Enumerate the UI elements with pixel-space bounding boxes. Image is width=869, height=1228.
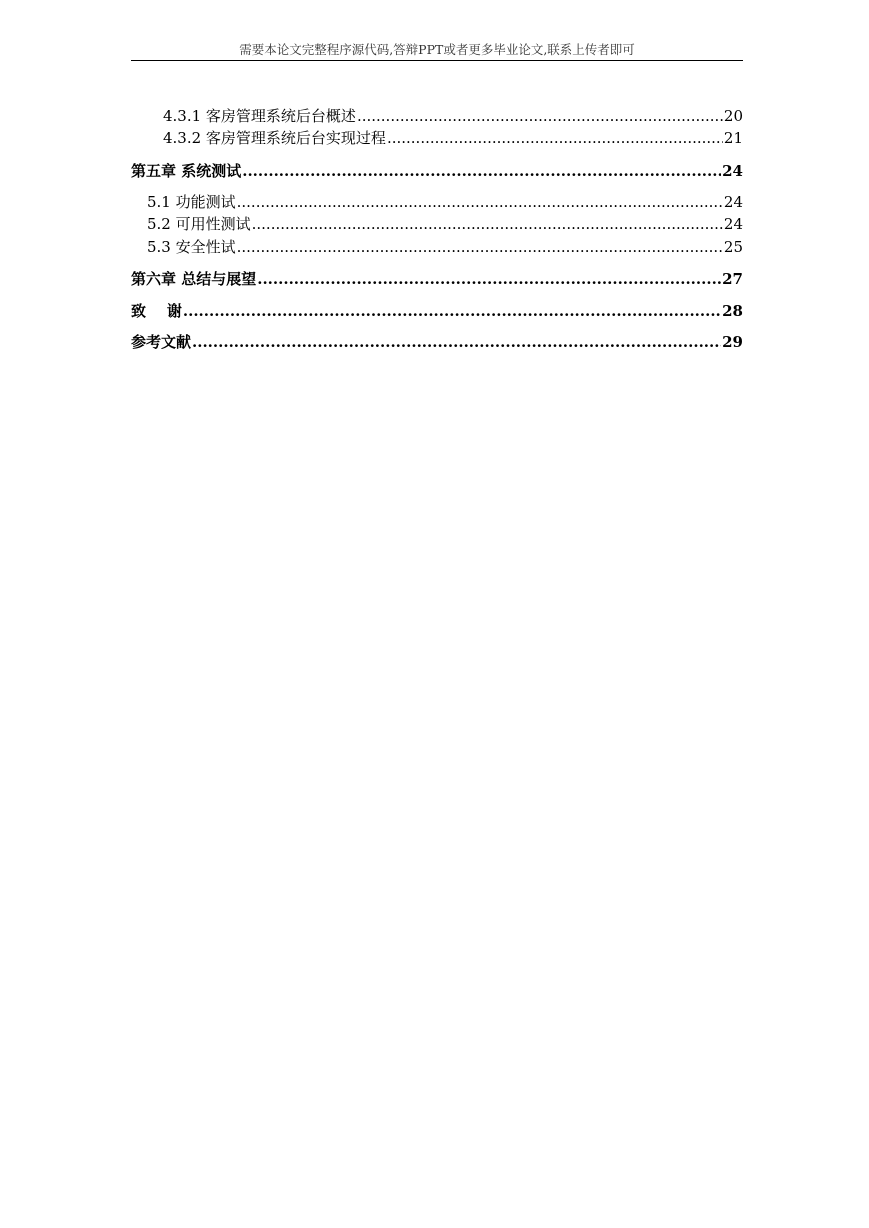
- toc-entry-chapter-6[interactable]: [131, 268, 743, 290]
- header-rule: [131, 60, 743, 61]
- toc-entry-title: 第五章 系统测试: [131, 162, 242, 180]
- toc-entry-4-3-1[interactable]: [131, 105, 743, 127]
- toc-dot-leader: [237, 191, 723, 213]
- toc-dot-leader: [183, 300, 721, 322]
- toc-entry-title: 4.3.2 客房管理系统后台实现过程: [163, 129, 386, 147]
- toc-entry-title: 5.2 可用性测试: [147, 215, 251, 233]
- toc-entry-acknowledgements[interactable]: [131, 300, 743, 322]
- toc-dot-leader: [242, 160, 721, 182]
- toc-entry-page: 20: [723, 107, 743, 125]
- toc-entry-page: 24: [723, 215, 743, 233]
- toc-entry-title: 参考文献: [131, 333, 192, 351]
- toc-entry-4-3-2[interactable]: [131, 127, 743, 149]
- toc-dot-leader: [237, 236, 723, 258]
- toc-dot-leader: [387, 127, 723, 149]
- toc-entry-references[interactable]: [131, 331, 743, 353]
- toc-entry-page: 24: [723, 193, 743, 211]
- toc-entry-chapter-5[interactable]: [131, 160, 743, 182]
- toc-entry-title: 5.1 功能测试: [147, 193, 236, 211]
- toc-entry-title: 第六章 总结与展望: [131, 270, 257, 288]
- toc-dot-leader: [357, 105, 723, 127]
- toc-entry-page: 29: [722, 333, 743, 351]
- toc-dot-leader: [257, 268, 721, 290]
- toc-entry-page: 24: [722, 162, 743, 180]
- toc-entry-5-3[interactable]: [131, 236, 743, 258]
- toc-entry-page: 25: [723, 238, 743, 256]
- toc-dot-leader: [192, 331, 721, 353]
- toc-entry-title: 4.3.1 客房管理系统后台概述: [163, 107, 356, 125]
- toc-entry-page: 21: [723, 129, 743, 147]
- toc-entry-page: 27: [722, 270, 743, 288]
- toc-entry-title: 5.3 安全性试: [147, 238, 236, 256]
- toc-entry-page: 28: [722, 302, 743, 320]
- toc-entry-5-1[interactable]: [131, 191, 743, 213]
- toc-dot-leader: [252, 213, 723, 235]
- page-header: 需要本论文完整程序源代码,答辩PPT或者更多毕业论文,联系上传者即可: [239, 42, 635, 57]
- toc-entry-title: 致 谢: [131, 302, 182, 320]
- toc-entry-5-2[interactable]: [131, 213, 743, 235]
